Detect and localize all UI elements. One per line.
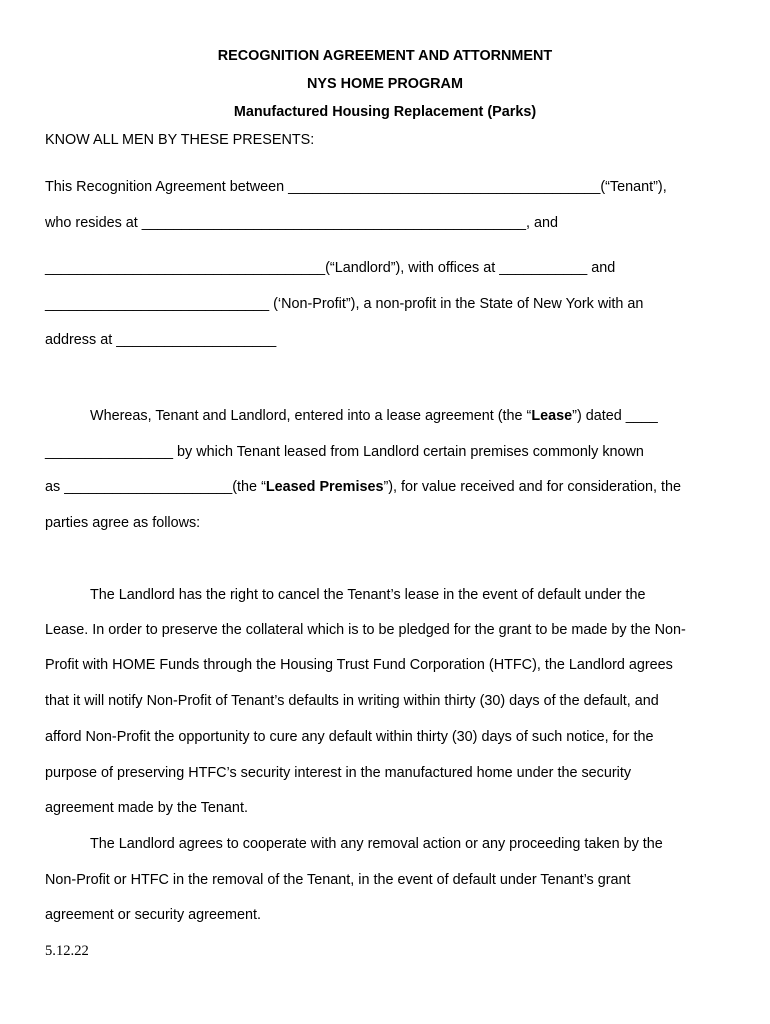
whereas-text: as _____________________(the “ — [45, 479, 266, 495]
paragraph-2-line: Non-Profit or HTFC in the removal of the Tenant, in the event of default under Tenant’s grant — [45, 872, 631, 888]
parties-line-1: This Recognition Agreement between _______________________________________(“Tenant”), — [45, 179, 667, 195]
paragraph-2-line: agreement or security agreement. — [45, 907, 261, 923]
whereas-line-1 — [90, 407, 658, 425]
lease-term: Lease — [531, 408, 573, 424]
paragraph-1-line: Profit with HOME Funds through the Housing Trust Fund Corporation (HTFC), the Landlord agrees — [45, 657, 673, 673]
whereas-line-2: ________________ by which Tenant leased from Landlord certain premises commonly known — [45, 444, 644, 460]
leased-premises-term: Leased Premises — [265, 479, 384, 495]
document-title: RECOGNITION AGREEMENT AND ATTORNMENT — [217, 48, 553, 64]
footer-date: 5.12.22 — [45, 943, 89, 959]
program-name: NYS HOME PROGRAM — [307, 76, 463, 92]
whereas-text: ”), for value received and for consideration, the — [383, 479, 682, 495]
paragraph-1-line: The Landlord has the right to cancel the Tenant’s lease in the event of default under the — [90, 587, 646, 603]
whereas-text: ”) dated ____ — [572, 408, 658, 424]
paragraph-1-line: purpose of preserving HTFC’s security interest in the manufactured home under the security — [45, 765, 632, 781]
paragraph-1-line: that it will notify Non-Profit of Tenant’s defaults in writing within thirty (30) days of the default, and — [45, 693, 659, 709]
whereas-text: Whereas, Tenant and Landlord, entered into a lease agreement (the “ — [90, 408, 532, 424]
whereas-line-3 — [45, 478, 681, 496]
paragraph-1-line: Lease. In order to preserve the collateral which is to be pledged for the grant to be made by the Non- — [45, 622, 686, 638]
paragraph-2-line: The Landlord agrees to cooperate with any removal action or any proceeding taken by the — [90, 836, 663, 852]
document-subtitle: Manufactured Housing Replacement (Parks) — [233, 104, 537, 120]
whereas-line-4: parties agree as follows: — [45, 515, 201, 531]
parties-line-2: who resides at ________________________________________________, and — [45, 215, 558, 231]
parties-line-5: address at ____________________ — [45, 332, 277, 348]
parties-line-3: ___________________________________(“Landlord”), with offices at ___________ and — [45, 260, 616, 276]
parties-line-4: ____________________________ (‘Non-Profit”), a non-profit in the State of New York with an — [45, 296, 644, 312]
paragraph-1-line: agreement made by the Tenant. — [45, 800, 248, 816]
preamble: KNOW ALL MEN BY THESE PRESENTS: — [45, 132, 315, 148]
paragraph-1-line: afford Non-Profit the opportunity to cure any default within thirty (30) days of such notice, for the — [45, 729, 654, 745]
